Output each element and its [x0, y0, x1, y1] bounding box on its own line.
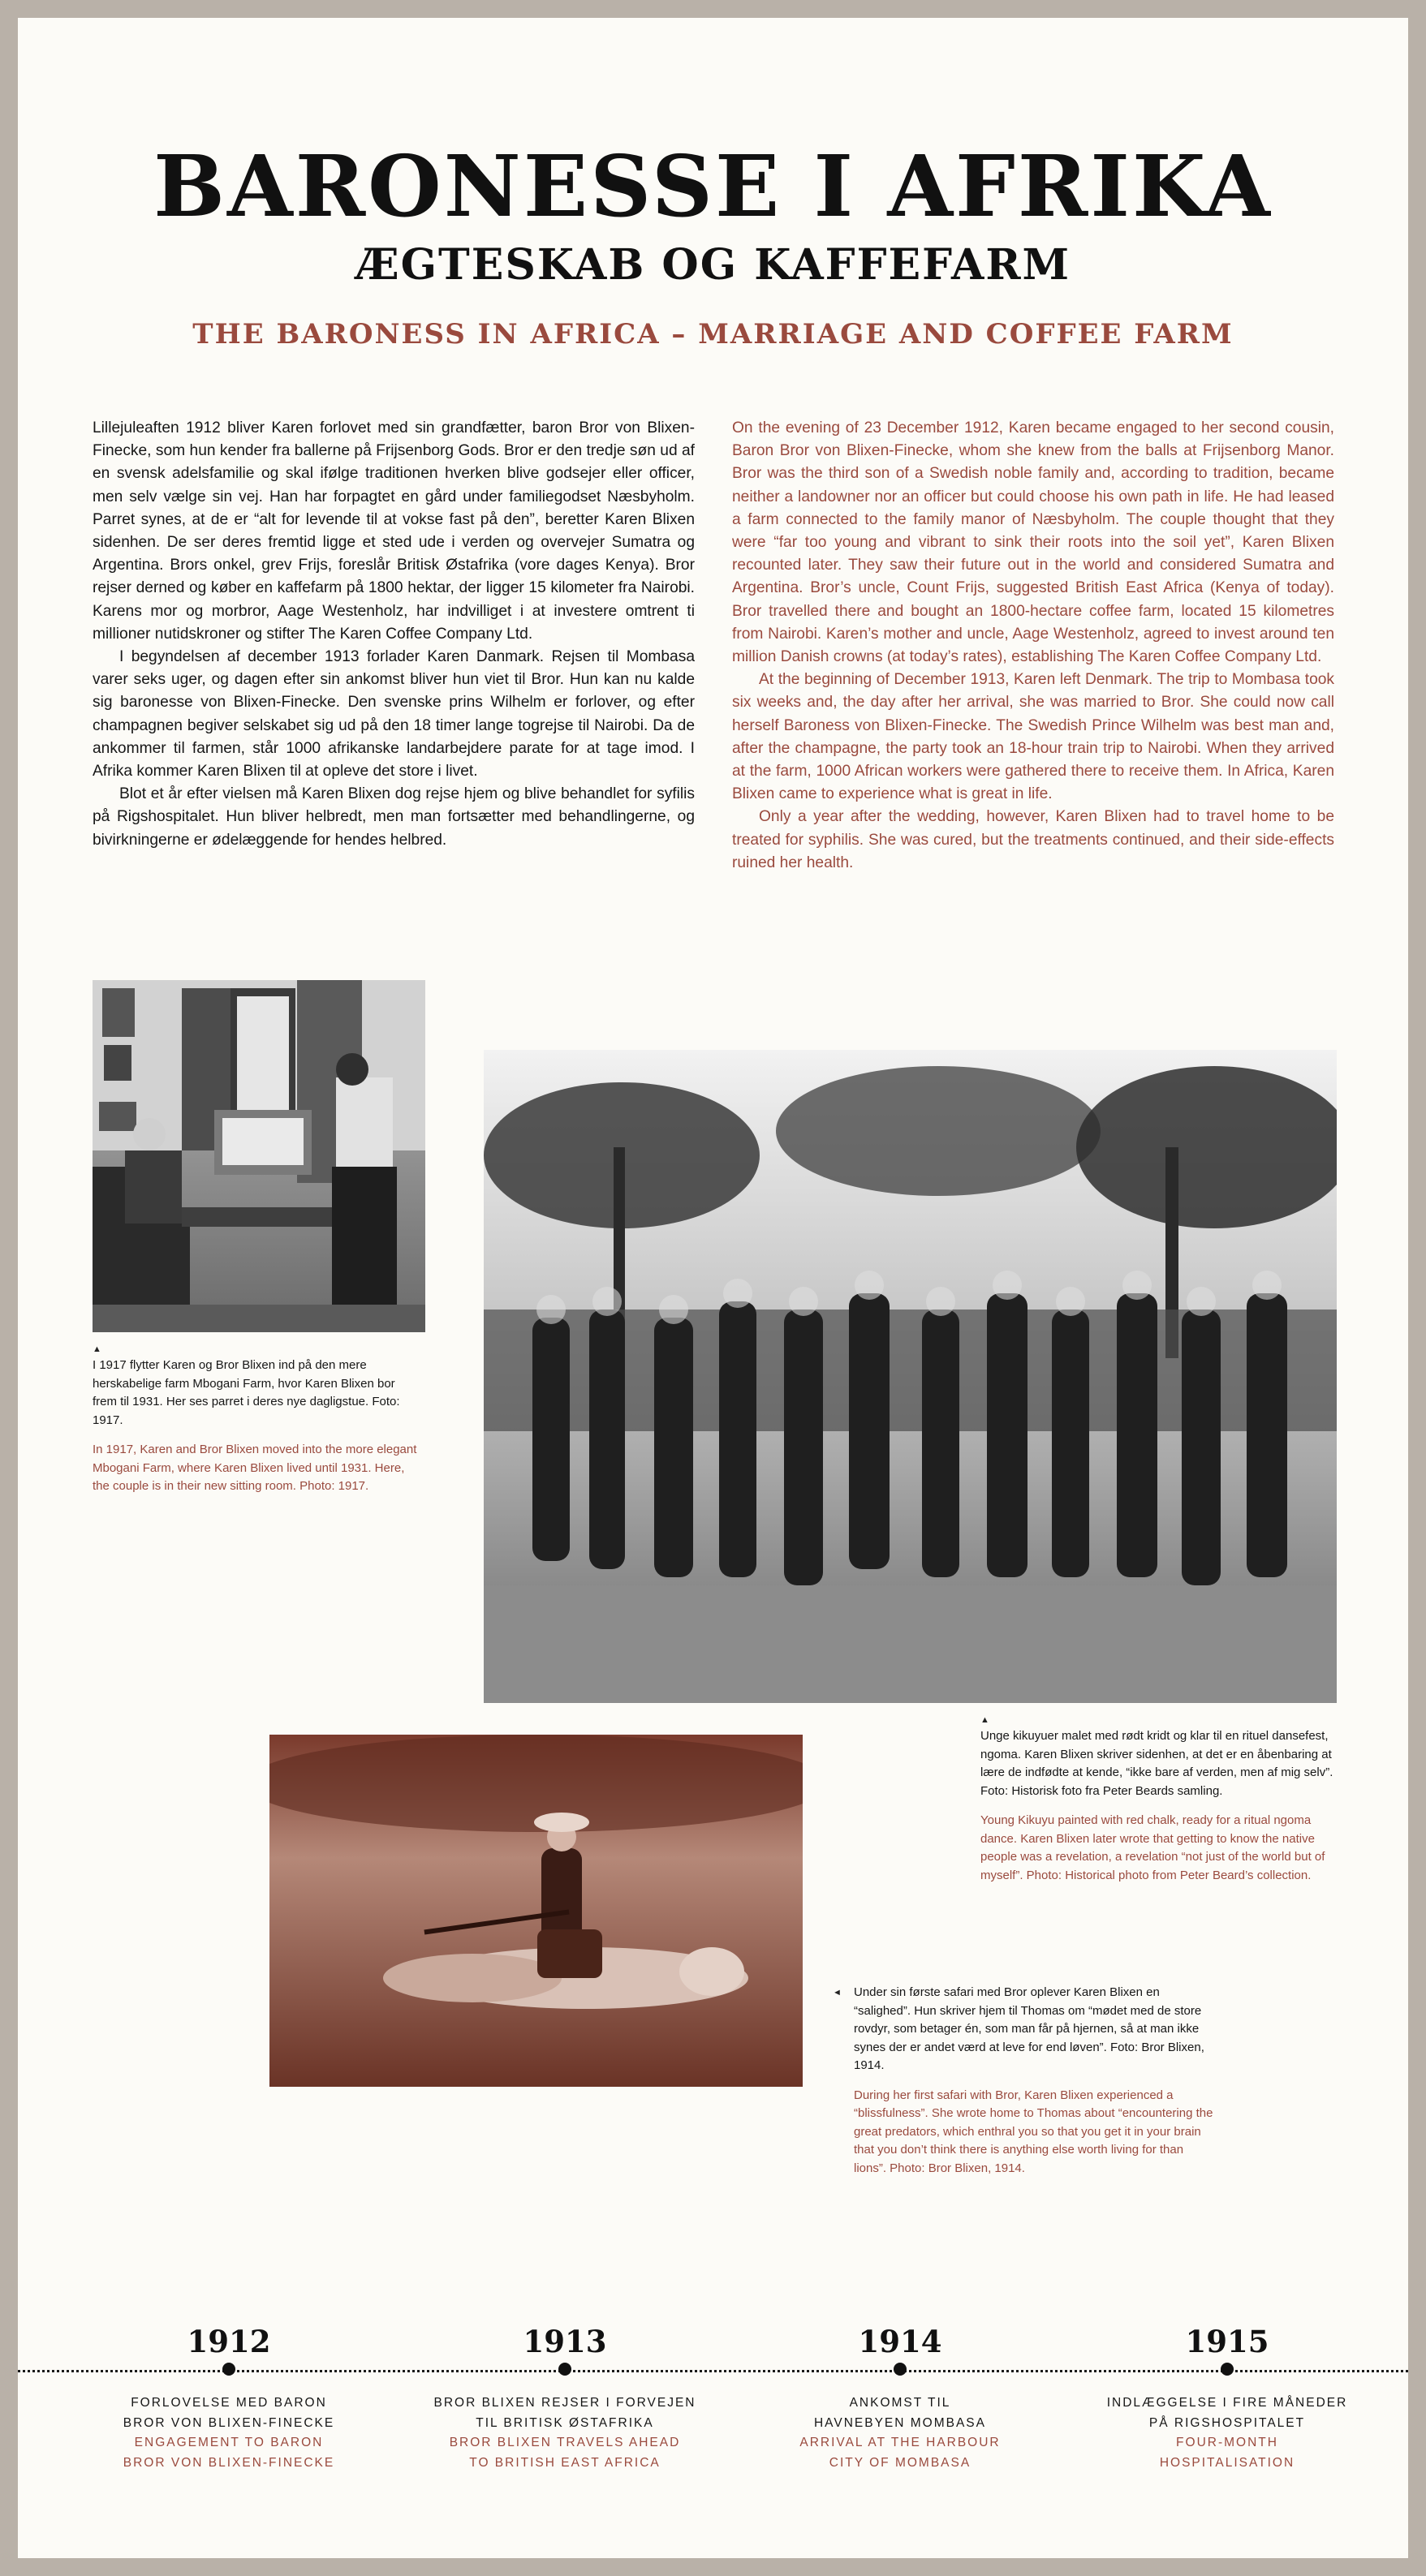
english-paragraph: On the evening of 23 December 1912, Karen became engaged to her second cousin, Baron Bror von Blixen-Finecke, whom she knew from the balls at Frijsenborg Manor. Bror was the third son of a Swedish noble family and, according to tradition, became neither a landowner nor an officer but could choose his own path in life. He had leased a farm connected to the family manor of Næsbyholm. The couple thought that they were “far too young and vibrant to sink their roots into the soil yet”, Karen Blixen recounted later. They saw their future out in the world and considered Sumatra and Argentina. Bror’s uncle, Count Frijs, suggested British East Africa (Kenya of today). Bror travelled there and bought an 1800-hectare coffee farm, located 15 kilometres from Nairobi. Karen’s mother and uncle, Aage Westenholz, agreed to invest around ten million Danish crowns (at today’s rates), establishing The Karen Coffee Company Ltd.	[732, 419, 1334, 666]
timeline-event-danish: ANKOMST TIL	[849, 2396, 951, 2410]
danish-paragraph: Lillejuleaften 1912 bliver Karen forlovet med sin grandfætter, baron Bror von Blixen-Finecke, som hun kender fra ballerne på Frijsenborg Gods. Bror er den tredje søn ud af en svensk adelsfamilie og skal ifølge traditionen hverken blive godsejer eller officer, men selv vælge sin vej. Han har forpagtet en gård under familiegodset Næsbyholm. Parret synes, at de er “alt for levende til at vokse fast på den”, beretter Karen Blixen sidenhen. De ser deres fremtid ligge et sted ude i verden og overvejer Sumatra og Argentina. Brors onkel, grev Frijs, foreslår Britisk Østafrika (vore dages Kenya). Bror rejser derned og køber en kaffefarm på 1800 hektar, der ligger 15 kilometer fra Nairobi. Karens mor og morbror, Aage Westenholz, har indvilliget i at investere omtrent ti millioner nutidskroner og stifter The Karen Coffee Company Ltd.	[93, 419, 695, 643]
timeline-event-english: TO BRITISH EAST AFRICA	[469, 2455, 661, 2470]
arrow-up-icon: ▲	[980, 1715, 989, 1725]
timeline-event-danish: BROR BLIXEN REJSER I FORVEJEN	[433, 2396, 696, 2410]
kikuyu-photo-image	[484, 1050, 1337, 1703]
arrow-up-icon: ▲	[93, 1344, 101, 1354]
timeline-event-danish: TIL BRITISK ØSTAFRIKA	[476, 2415, 654, 2430]
caption-english: In 1917, Karen and Bror Blixen moved into the more elegant Mbogani Farm, where Karen Blixen lived until 1931. Here, the couple is in their new sitting room. Photo: 1917.	[93, 1443, 417, 1493]
sitting-room-photo	[93, 980, 425, 1332]
timeline-dot	[1221, 2363, 1234, 2376]
safari-caption	[833, 1984, 1214, 2178]
caption-danish: I 1917 flytter Karen og Bror Blixen ind på den mere herskabelige farm Mbogani Farm, hvor Karen Blixen bor frem til 1931. Her ses parret i deres nye dagligstue. Foto: 1917.	[93, 1358, 400, 1427]
timeline-event-danish: HAVNEBYEN MOMBASA	[813, 2415, 986, 2430]
caption-danish: Unge kikuyuer malet med rødt kridt og klar til en rituel dansefest, ngoma. Karen Blixen skriver sidenhen, at det er en åbenbaring at lære de indfødte at kende, “ikke bare af verden, men af mig selv”. Foto: Historisk foto fra Peter Beards samling.	[980, 1729, 1333, 1798]
timeline-event-english: ARRIVAL AT THE HARBOUR	[799, 2436, 1001, 2449]
timeline-year: 1915	[1185, 2324, 1269, 2359]
kikuyu-caption	[980, 1713, 1338, 1885]
timeline-event-danish: FORLOVELSE MED BARON	[131, 2396, 327, 2410]
timeline-event-english: ENGAGEMENT TO BARON	[134, 2436, 324, 2449]
timeline-event-danish: INDLÆGGELSE I FIRE MÅNEDER	[1106, 2396, 1348, 2410]
english-paragraph: At the beginning of December 1913, Karen left Denmark. The trip to Mombasa took six weeks and, the day after her arrival, she was married to Bror. She could now call herself Baroness von Blixen-Finecke. The Swedish Prince Wilhelm was best man and, after the champagne, the party took an 18-hour train trip to Nairobi. When they arrived at the farm, 1000 African workers were gathered there to receive them. In Africa, Karen Blixen came to experience what is great in life.	[732, 671, 1334, 803]
timeline-dot	[558, 2363, 571, 2376]
kikuyu-photo	[484, 1050, 1337, 1703]
timeline-year: 1914	[858, 2324, 942, 2359]
timeline-event	[67, 2393, 391, 2473]
page-title: BARONESSE I AFRIKA	[153, 136, 1273, 236]
timeline-event	[1065, 2393, 1389, 2473]
sitting-room-caption	[93, 1342, 417, 1496]
timeline-dot	[894, 2363, 907, 2376]
timeline-year: 1912	[187, 2324, 271, 2359]
safari-photo-image	[269, 1735, 803, 2087]
danish-paragraph: I begyndelsen af december 1913 forlader Karen Danmark. Rejsen til Mombasa varer seks uger, og dagen efter sin ankomst bliver hun viet til Bror. Hun kan nu kalde sig baronesse von Blixen-Finecke. Den svenske prins Wilhelm er forlover, og efter champagnen begiver selskabet sig ud på den 18 timer lange togrejse til Nairobi. Da de ankommer til farmen, står 1000 afrikanske landarbejdere parate for at tage imod. I Afrika kommer Karen Blixen til at opleve det store i livet.	[93, 648, 695, 781]
timeline-event-english: BROR VON BLIXEN-FINECKE	[123, 2455, 335, 2470]
caption-english: Young Kikuyu painted with red chalk, ready for a ritual ngoma dance. Karen Blixen later wrote that getting to know the native people was a revelation, a revelation “not just of the world but of myself”. Photo: Historical photo from Peter Beard’s collection.	[980, 1813, 1325, 1882]
poster-panel	[18, 18, 1408, 2558]
safari-photo	[269, 1735, 803, 2087]
english-text-column	[732, 417, 1334, 875]
timeline-event	[738, 2393, 1062, 2473]
english-paragraph: Only a year after the wedding, however, Karen Blixen had to travel home to be treated for syphilis. She was cured, but the treatments continued, and their side-effects ruined her health.	[732, 808, 1334, 871]
caption-english: During her first safari with Bror, Karen Blixen experienced a “blissfulness”. She wrote home to Thomas about “encountering the great predators, which enthral you so that you get it in your brain that you don’t think there is anything else worth living for than lions”. Photo: Bror Blixen, 1914.	[854, 2088, 1213, 2175]
timeline-event-danish: BROR VON BLIXEN-FINECKE	[123, 2415, 335, 2430]
timeline-event	[403, 2393, 727, 2473]
danish-text-column	[93, 417, 695, 852]
sitting-room-photo-image	[93, 980, 425, 1332]
timeline-event-english: BROR BLIXEN TRAVELS AHEAD	[449, 2436, 681, 2449]
english-title: THE BARONESS IN AFRICA – MARRIAGE AND COFFEE FARM	[192, 318, 1234, 350]
timeline-dot	[222, 2363, 235, 2376]
timeline-event-danish: PÅ RIGSHOSPITALET	[1148, 2415, 1306, 2430]
timeline-event-english: CITY OF MOMBASA	[829, 2455, 971, 2470]
page-subtitle: ÆGTESKAB OG KAFFEFARM	[355, 240, 1071, 290]
caption-danish: Under sin første safari med Bror oplever Karen Blixen en “salighed”. Hun skriver hjem til Thomas om “mødet med de store rovdyr, som betager én, som man får på hjernen, så at man ikke synes der er andet værd at leve for end løven”. Foto: Bror Blixen, 1914.	[854, 1985, 1204, 2072]
danish-paragraph: Blot et år efter vielsen må Karen Blixen dog rejse hjem og blive behandlet for syfilis på Rigshospitalet. Hun bliver helbredt, men man fortsætter med behandlingerne, og bivirkningerne er ødelæggende for hendes helbred.	[93, 785, 695, 849]
timeline-event-english: HOSPITALISATION	[1159, 2455, 1295, 2470]
arrow-left-icon: ◄	[833, 1988, 842, 1998]
timeline-year: 1913	[523, 2324, 607, 2359]
timeline-event-english: FOUR-MONTH	[1176, 2436, 1278, 2449]
